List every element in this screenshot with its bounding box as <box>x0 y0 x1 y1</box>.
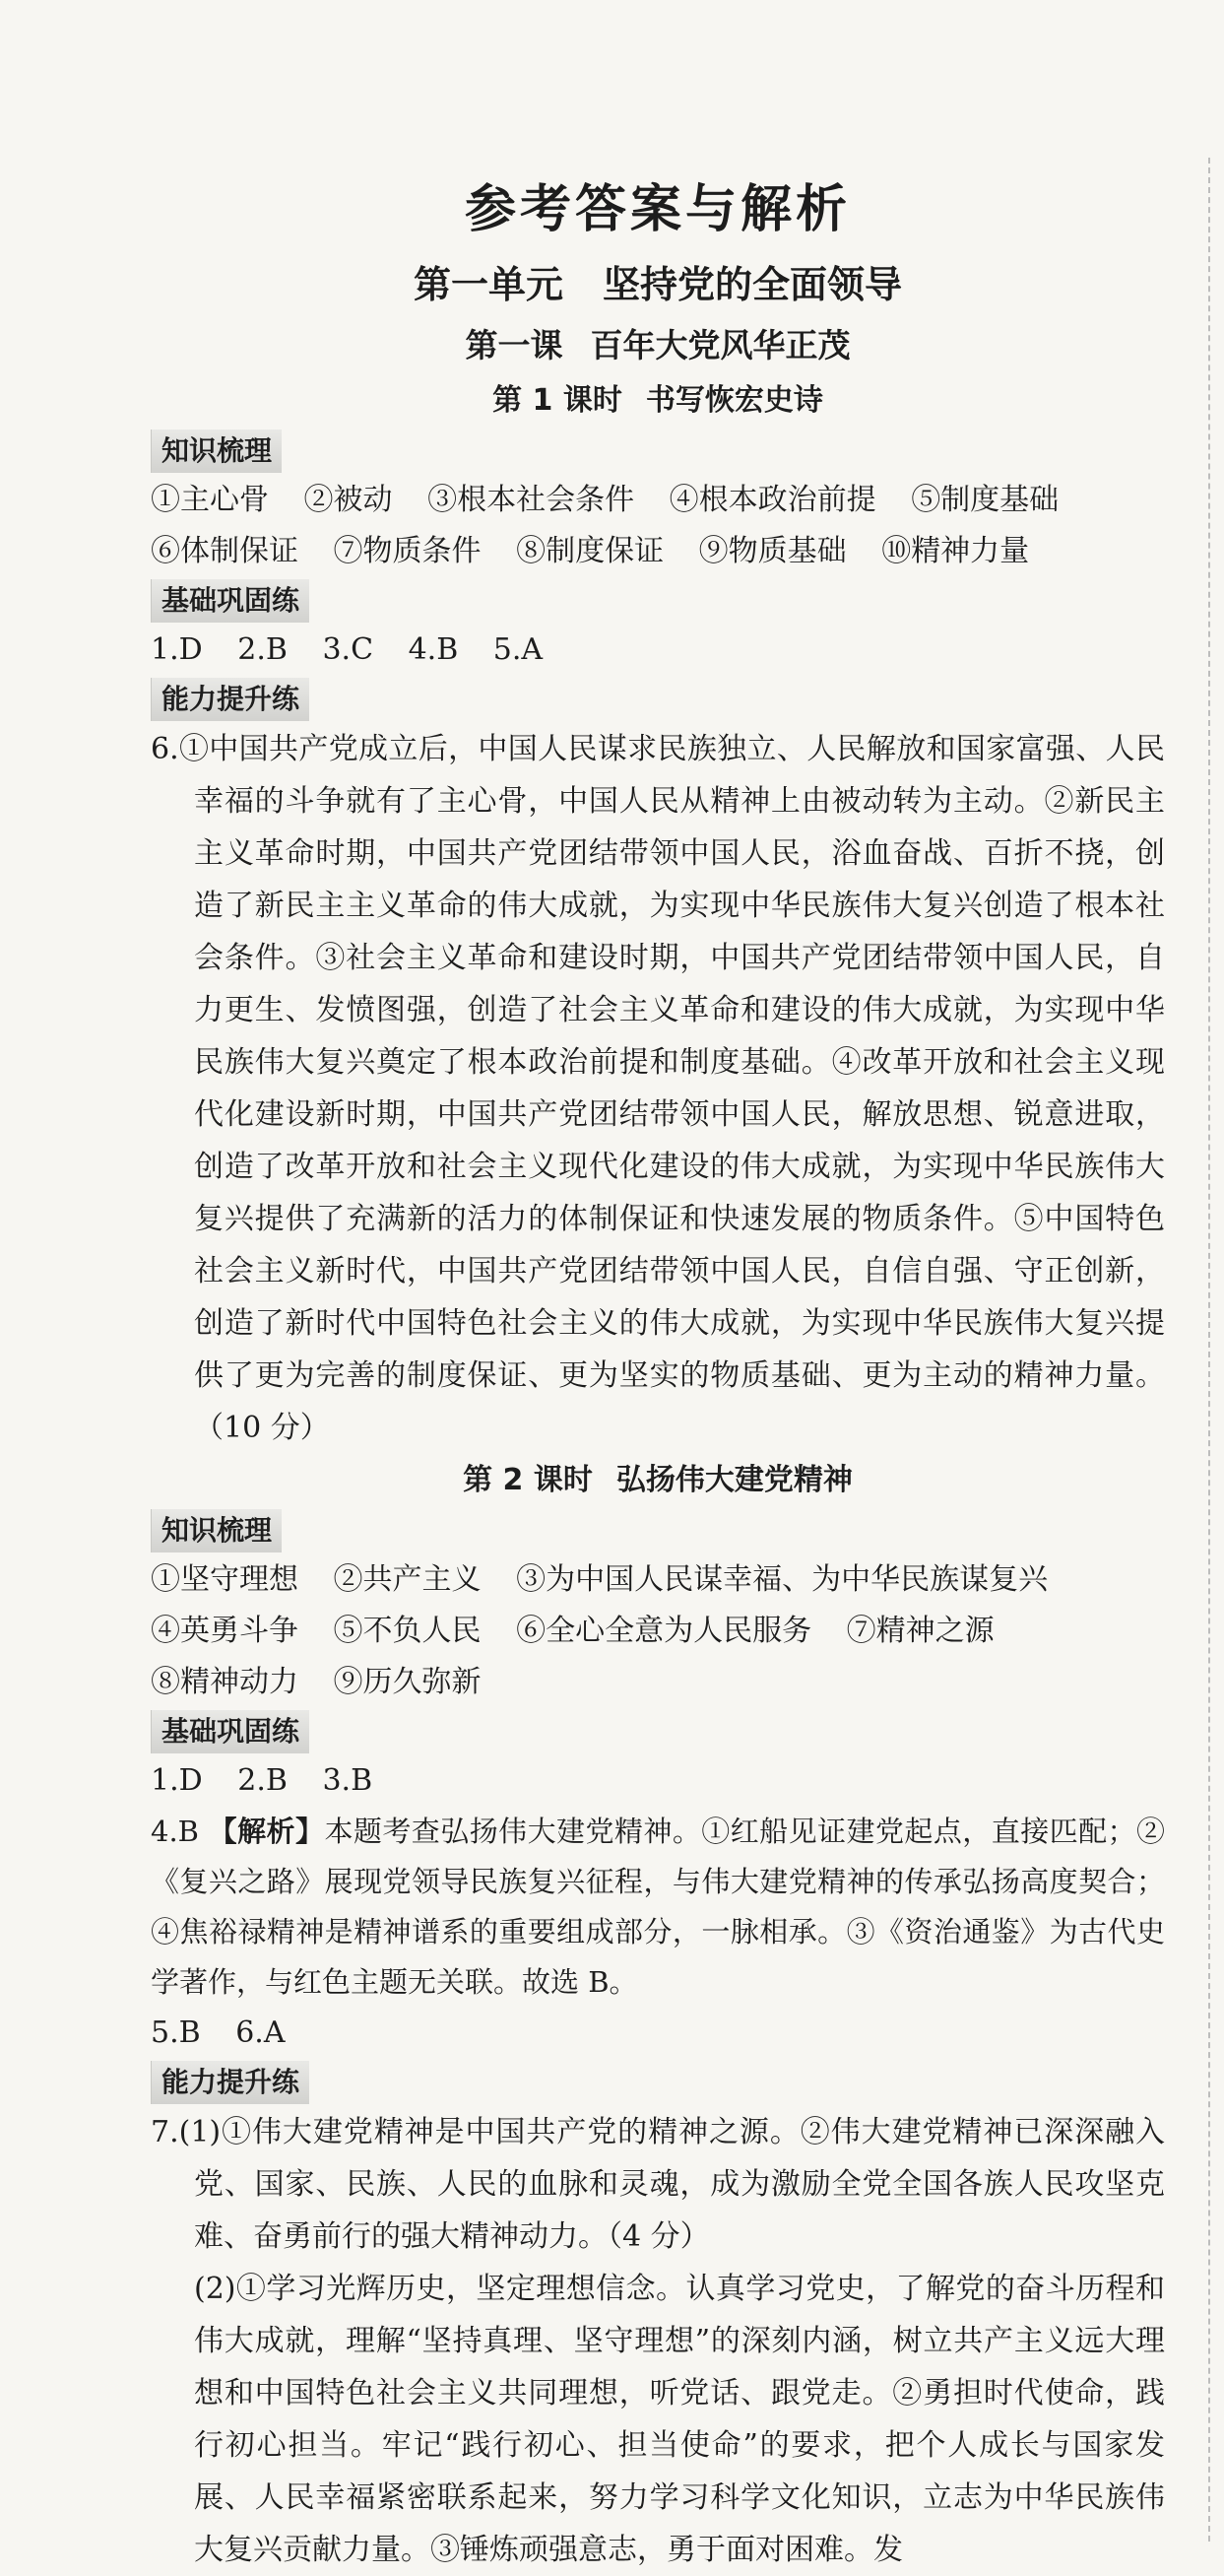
page-title: 参考答案与解析 <box>464 180 851 239</box>
answer-item: 3.B <box>322 1763 373 1798</box>
knowledge-row <box>151 1554 1165 1606</box>
question-4-analysis: 本题考查弘扬伟大建党精神。①红船见证建党起点，直接匹配；②《复兴之路》展现党领导民族复兴征程，与伟大建党精神的传承弘扬高度契合；④焦裕禄精神是精神谱系的重要组成部分，一脉相承。③《资治通鉴》为古代史学著作，与红色主题无关联。故选 B。 <box>151 1815 1165 1999</box>
period-1-name: 书写恢宏史诗 <box>645 383 823 418</box>
knowledge-item: ⑤制度基础 <box>911 483 1060 517</box>
section-label-basic: 基础巩固练 <box>151 579 309 623</box>
period-2-name: 弘扬伟大建党精神 <box>615 1463 853 1497</box>
knowledge-item: ⑨历久弥新 <box>333 1665 482 1699</box>
answer-item: 5.A <box>492 632 544 667</box>
question-7-answer <box>151 2106 1165 2576</box>
section-label-ability: 能力提升练 <box>151 2061 309 2104</box>
period-1-heading <box>151 374 1165 428</box>
period-1-number: 第 1 课时 <box>492 383 622 418</box>
knowledge-item: ②共产主义 <box>333 1562 482 1597</box>
section-label-knowledge: 知识梳理 <box>151 1509 282 1552</box>
basic-answers-row <box>151 1755 1165 1807</box>
analysis-tag: 【解析】 <box>208 1815 325 1848</box>
basic-answers-row <box>151 2008 1165 2059</box>
knowledge-item: ②被动 <box>303 483 393 517</box>
answer-item: 1.D <box>151 632 203 667</box>
knowledge-item: ⑤不负人民 <box>333 1614 482 1648</box>
knowledge-row <box>151 1657 1165 1708</box>
answer-item: 2.B <box>237 1763 288 1798</box>
knowledge-item: ⑨物质基础 <box>698 534 847 568</box>
knowledge-item: ④根本政治前提 <box>669 483 876 517</box>
question-4-number: 4.B <box>151 1815 199 1848</box>
page-edge-dashed-line <box>1208 158 1210 2542</box>
period-2-heading <box>151 1454 1165 1507</box>
section-label-basic: 基础巩固练 <box>151 1710 309 1753</box>
unit-number: 第一单元 <box>413 263 563 306</box>
knowledge-item: ⑥体制保证 <box>151 534 298 568</box>
answer-item: 1.D <box>151 1763 203 1798</box>
lesson-number: 第一课 <box>465 326 563 364</box>
knowledge-row <box>151 1606 1165 1657</box>
question-7-part-1: 7.(1)①伟大建党精神是中国共产党的精神之源。②伟大建党精神已深深融入党、国家、民族、人民的血脉和灵魂，成为激励全党全国各族人民攻坚克难、奋勇前行的强大精神动力。（4 分） <box>151 2115 1165 2254</box>
question-4-answer <box>151 1807 1165 2008</box>
lesson-heading <box>151 317 1165 374</box>
answer-item: 3.C <box>322 632 374 667</box>
question-7-part-2: (2)①学习光辉历史，坚定理想信念。认真学习党史，了解党的奋斗历程和伟大成就，理解“坚持真理、坚守理想”的深刻内涵，树立共产主义远大理想和中国特色社会主义共同理想，听党话、跟党走。②勇担时代使命，践行初心担当。牢记“践行初心、担当使命”的要求，把个人成长与国家发展、人民幸福紧密联系起来，努力学习科学文化知识，立志为中华民族伟大复兴贡献力量。③锤炼顽强意志，勇于面对困难。发 <box>194 2272 1165 2567</box>
knowledge-item: ③为中国人民谋幸福、为中华民族谋复兴 <box>516 1562 1049 1597</box>
period-2-number: 第 2 课时 <box>463 1463 593 1497</box>
unit-heading <box>151 252 1165 317</box>
knowledge-row <box>151 475 1165 526</box>
knowledge-item: ⑦物质条件 <box>333 534 482 568</box>
knowledge-item: ③根本社会条件 <box>427 483 635 517</box>
answer-item: 5.B <box>151 2015 201 2050</box>
content-column <box>151 167 1165 2576</box>
answer-item: 2.B <box>237 632 288 667</box>
section-label-ability: 能力提升练 <box>151 678 309 721</box>
question-6-answer <box>151 723 1165 1454</box>
basic-answers-row <box>151 625 1165 676</box>
knowledge-item: ⑧制度保证 <box>516 534 665 568</box>
knowledge-item: ④英勇斗争 <box>151 1614 298 1648</box>
section-label-knowledge: 知识梳理 <box>151 429 282 473</box>
answer-item: 6.A <box>235 2015 286 2050</box>
knowledge-item: ⑦精神之源 <box>846 1614 995 1648</box>
unit-name: 坚持党的全面领导 <box>603 263 903 306</box>
answer-item: 4.B <box>408 632 459 667</box>
question-6-text: 6.①中国共产党成立后，中国人民谋求民族独立、人民解放和国家富强、人民幸福的斗争就有了主心骨，中国人民从精神上由被动转为主动。②新民主主义革命时期，中国共产党团结带领中国人民，浴血奋战、百折不挠，创造了新民主主义革命的伟大成就，为实现中华民族伟大复兴创造了根本社会条件。③社会主义革命和建设时期，中国共产党团结带领中国人民，自力更生、发愤图强，创造了社会主义革命和建设的伟大成就，为实现中华民族伟大复兴奠定了根本政治前提和制度基础。④改革开放和社会主义现代化建设新时期，中国共产党团结带领中国人民，解放思想、锐意进取，创造了改革开放和社会主义现代化建设的伟大成就，为实现中华民族伟大复兴提供了充满新的活力的体制保证和快速发展的物质条件。⑤中国特色社会主义新时代，中国共产党团结带领中国人民，自信自强、守正创新，创造了新时代中国特色社会主义的伟大成就，为实现中华民族伟大复兴提供了更为完善的制度保证、更为坚实的物质基础、更为主动的精神力量。（10 分） <box>151 732 1165 1445</box>
knowledge-item: ⑧精神动力 <box>151 1665 298 1699</box>
knowledge-item: ①坚守理想 <box>151 1562 298 1597</box>
knowledge-row <box>151 526 1165 577</box>
lesson-name: 百年大党风华正茂 <box>590 326 851 364</box>
knowledge-item: ⑥全心全意为人民服务 <box>516 1614 812 1648</box>
knowledge-item: ⑩精神力量 <box>881 534 1030 568</box>
knowledge-item: ①主心骨 <box>151 483 269 517</box>
